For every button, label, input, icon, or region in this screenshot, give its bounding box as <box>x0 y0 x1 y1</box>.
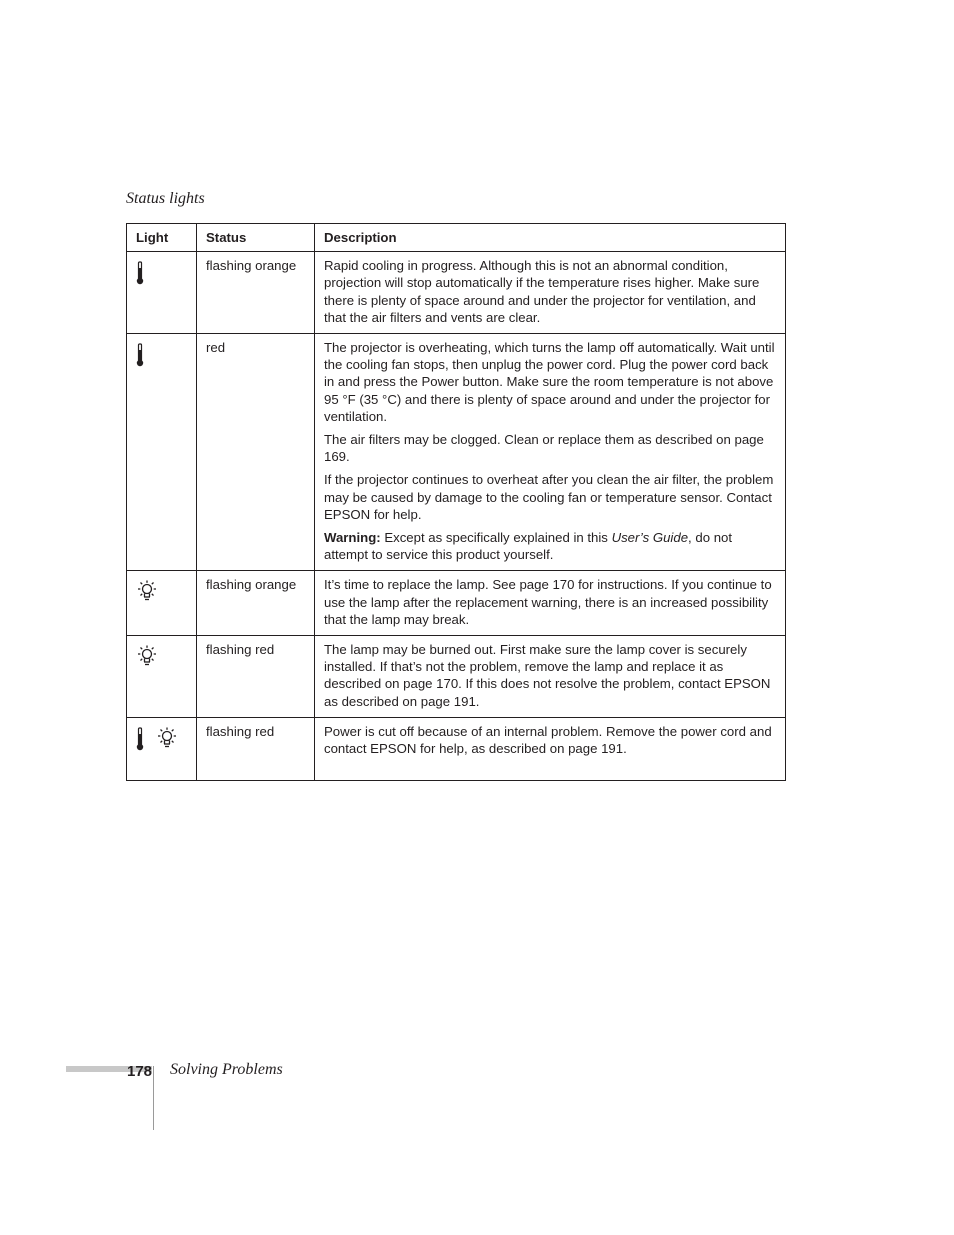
description-cell <box>315 252 786 334</box>
light-cell <box>127 571 197 636</box>
table-row <box>127 571 786 636</box>
description-text: The air filters may be clogged. Clean or replace them as described on page 169. <box>324 432 764 465</box>
status-cell: flashing orange <box>197 252 315 334</box>
warning-text-before: Except as specifically explained in this <box>380 530 612 546</box>
table-row <box>127 636 786 718</box>
light-cell <box>127 717 197 780</box>
status-cell: red <box>197 334 315 571</box>
thermometer-icon <box>136 261 144 285</box>
table-row <box>127 334 786 571</box>
table-caption: Status lights <box>126 190 205 207</box>
table-row <box>127 252 786 334</box>
guide-title: User’s Guide <box>611 530 689 546</box>
light-cell <box>127 334 197 571</box>
status-lights-table <box>126 223 786 781</box>
header-light: Light <box>127 224 197 252</box>
lamp-icon <box>156 727 178 749</box>
description-text: It’s time to replace the lamp. See page 170 for instructions. If you continue to use the lamp after the replacement warning, there is an increased possibility that the lamp may break. <box>324 577 772 627</box>
thermometer-icon <box>136 727 144 751</box>
page-number: 178 <box>127 1063 153 1080</box>
description-text: The projector is overheating, which turns the lamp off automatically. Wait until the cooling fan stops, then unplug the power cord. Plug the power cord back in and press the Power button. Make sure the room temperature is not above 95 °F (35 °C) and there is plenty of space around and under the projector for ventilation. <box>324 340 775 424</box>
warning-label: Warning: <box>324 530 381 546</box>
light-cell <box>127 636 197 718</box>
header-status: Status <box>197 224 315 252</box>
thermometer-icon <box>136 343 144 367</box>
description-text: The lamp may be burned out. First make sure the lamp cover is securely installed. If that’s not the problem, remove the lamp and replace it as described on page 170. If this does not resolve the problem, contact EPSON as described on page 191. <box>324 642 771 709</box>
header-description: Description <box>315 224 786 252</box>
warning-text <box>324 529 776 563</box>
warning-text-after: , do not attempt to service this product yourself. <box>324 530 733 563</box>
footer-divider <box>153 1066 154 1130</box>
description-text: Power is cut off because of an internal problem. Remove the power cord and contact EPSON for help, as described on page 191. <box>324 723 772 757</box>
table-row <box>127 717 786 780</box>
status-cell: flashing orange <box>197 571 315 636</box>
description-cell <box>315 636 786 718</box>
description-cell <box>315 571 786 636</box>
light-cell <box>127 252 197 334</box>
description-cell <box>315 334 786 571</box>
lamp-icon <box>136 645 158 667</box>
description-text: If the projector continues to overheat after you clean the air filter, the problem may be caused by damage to the cooling fan or temperature sensor. Contact EPSON for help. <box>324 472 774 522</box>
section-title: Solving Problems <box>170 1061 283 1078</box>
lamp-icon <box>136 580 158 602</box>
description-cell <box>315 717 786 780</box>
status-cell: flashing red <box>197 636 315 718</box>
table-header-row <box>127 224 786 252</box>
description-text: Rapid cooling in progress. Although this is not an abnormal condition, projection will stop automatically if the temperature rises higher. Make sure there is plenty of space around and under the projector for ventilation, and that the air filters and vents are clear. <box>324 258 760 325</box>
status-cell: flashing red <box>197 717 315 780</box>
